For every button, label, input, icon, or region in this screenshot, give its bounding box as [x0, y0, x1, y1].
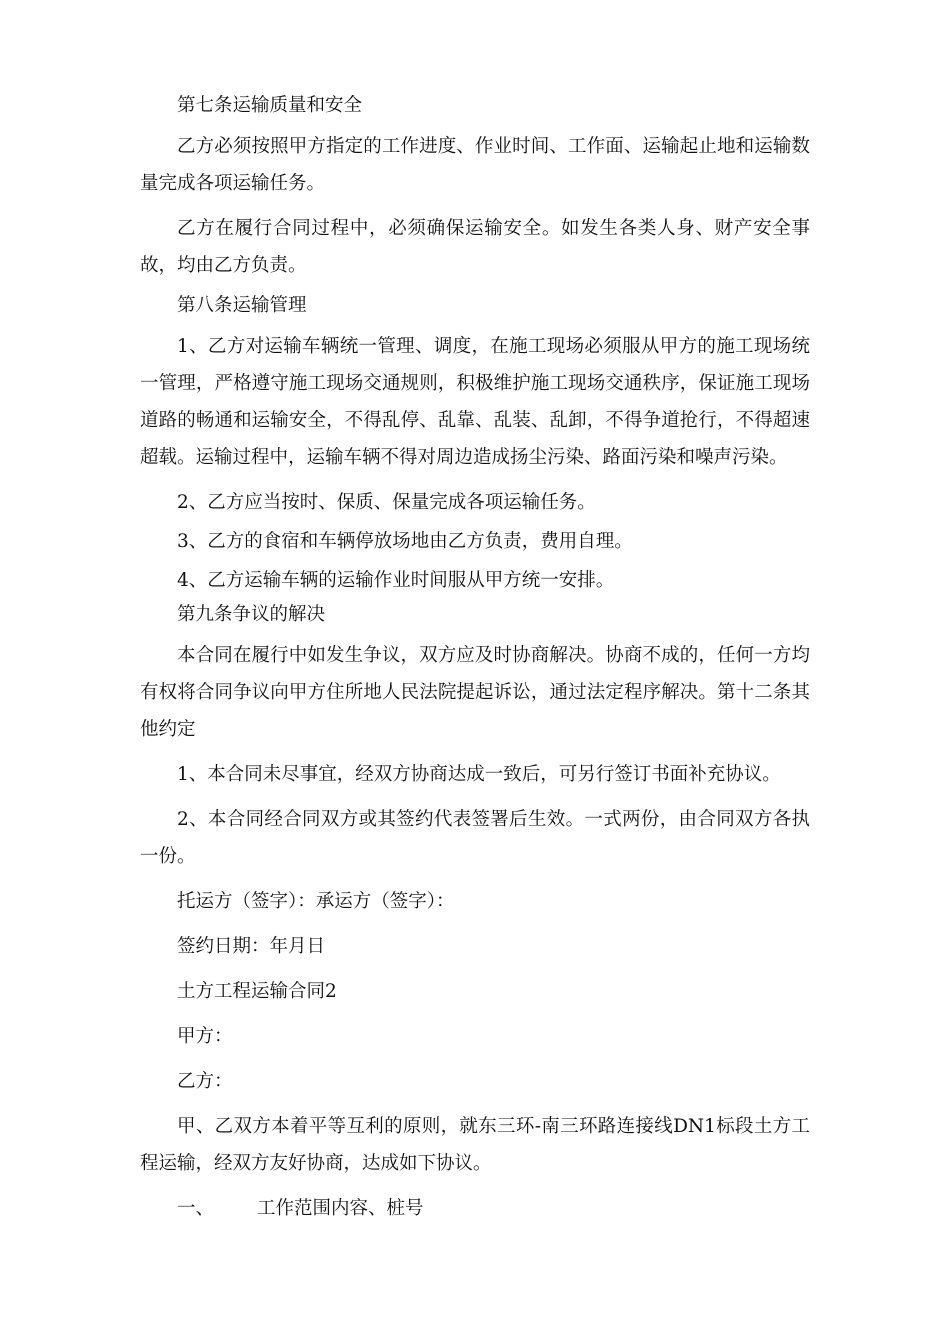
article-7-paragraph-1: 乙方必须按照甲方指定的工作进度、作业时间、工作面、运输起止地和运输数量完成各项运输任务。 — [140, 136, 810, 194]
article-7-paragraph-2: 乙方在履行合同过程中，必须确保运输安全。如发生各类人身、财产安全事故，均由乙方负责。 — [140, 218, 810, 276]
party-b-label: 乙方： — [177, 1071, 233, 1092]
contract-2-intro: 甲、乙双方本着平等互利的原则，就东三环-南三环路连接线DN1标段土方工程运输，经双方友好协商，达成如下协议。 — [140, 1116, 810, 1174]
contract-2-title: 土方工程运输合同2 — [177, 981, 337, 1002]
article-8-clause-2: 2、乙方应当按时、保质、保量完成各项运输任务。 — [177, 492, 596, 513]
article-8-heading: 第八条运输管理 — [177, 295, 307, 316]
article-9-heading: 第九条争议的解决 — [177, 604, 326, 625]
article-9-paragraph: 本合同在履行中如发生争议，双方应及时协商解决。协商不成的，任何一方均有权将合同争议向甲方住所地人民法院提起诉讼，通过法定程序解决。第十二条其他约定 — [140, 645, 810, 740]
item-one-label: 工作范围内容、桩号 — [257, 1198, 424, 1219]
signature-line: 托运方（签字）：承运方（签字）： — [177, 891, 455, 912]
item-one-row — [140, 1190, 810, 1227]
party-a-label: 甲方： — [177, 1026, 233, 1047]
item-one-number: 一、 — [177, 1198, 215, 1219]
article-7-heading: 第七条运输质量和安全 — [177, 95, 363, 116]
article-8-clause-3: 3、乙方的食宿和车辆停放场地由乙方负责，费用自理。 — [177, 531, 633, 552]
document-body — [140, 92, 810, 1227]
article-12-clause-2: 2、本合同经合同双方或其签约代表签署后生效。一式两份，由合同双方各执一份。 — [140, 809, 810, 867]
article-12-clause-1: 1、本合同未尽事宜，经双方协商达成一致后，可另行签订书面补充协议。 — [177, 764, 781, 785]
article-8-clause-1: 1、乙方对运输车辆统一管理、调度，在施工现场必须服从甲方的施工现场统一管理，严格遵守施工现场交通规则，积极维护施工现场交通秩序，保证施工现场道路的畅通和运输安全，不得乱停、乱靠、乱装、乱卸，不得争道抢行，不得超速超载。运输过程中，运输车辆不得对周边造成扬尘污染、路面污染和噪声污染。 — [140, 336, 810, 468]
signing-date: 签约日期：年月日 — [177, 936, 326, 957]
article-8-clause-4: 4、乙方运输车辆的运输作业时间服从甲方统一安排。 — [177, 570, 615, 591]
